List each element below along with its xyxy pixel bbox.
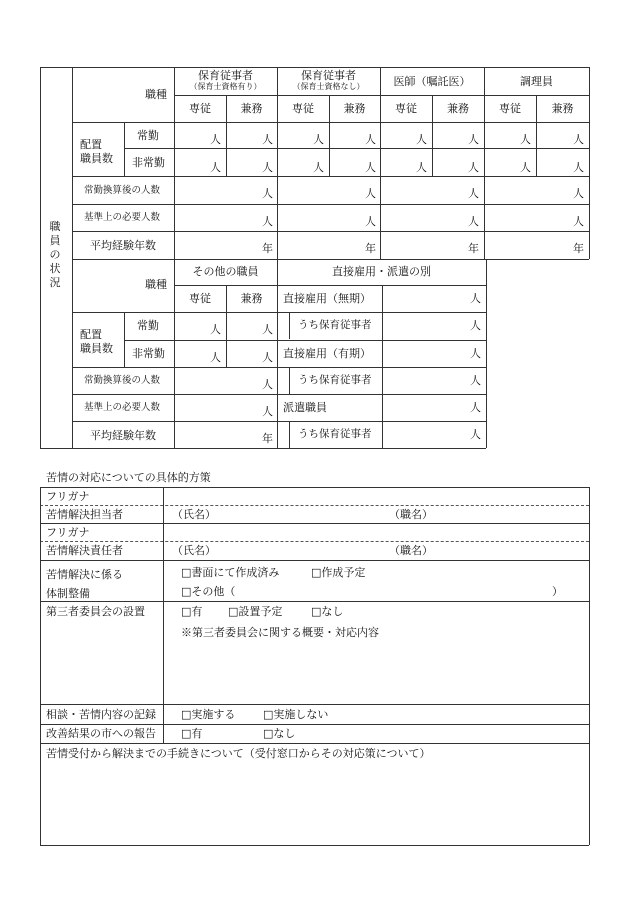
procedure-field[interactable] — [42, 762, 587, 844]
complaint-title: 苦情の対応についての具体的方策 — [46, 471, 211, 484]
parttime-label-2: 非常勤 — [132, 347, 165, 360]
fte-label-2: 常勤換算後の人数 — [84, 375, 161, 386]
sub-dedicated: 専従 — [395, 102, 417, 115]
sub-dedicated: 専従 — [499, 102, 521, 115]
responsible-position-label: （職名） — [389, 544, 433, 557]
resolver-name-label: （氏名） — [172, 508, 216, 521]
furigana-label-2: フリガナ — [46, 526, 90, 539]
job-type-header: 職種 — [145, 88, 167, 101]
required-label-2: 基準上の必要人数 — [84, 402, 161, 413]
col-nursery-qualified: 保育従事者 （保育士資格有り） — [189, 69, 262, 91]
opt-written-checkbox[interactable]: □書面にて作成済み — [181, 566, 280, 579]
opt-planned-checkbox[interactable]: □作成予定 — [311, 566, 366, 579]
sub-dedicated: 専従 — [292, 102, 314, 115]
third-party-detail-field[interactable] — [164, 642, 588, 703]
furigana-field-2[interactable] — [164, 524, 588, 541]
resolver-position-field[interactable] — [430, 506, 588, 523]
of-which-nursery-3: うち保育従事者 — [298, 428, 372, 440]
avg-years-label: 平均経験年数 — [90, 239, 156, 252]
fulltime-label-2: 常勤 — [137, 319, 159, 332]
responsible-name-field[interactable] — [212, 542, 382, 559]
opt-none-checkbox[interactable]: □なし — [311, 605, 344, 618]
sub-dedicated: 専従 — [189, 102, 211, 115]
record-label: 相談・苦情内容の記録 — [46, 708, 156, 721]
sub-concurrent: 兼務 — [551, 102, 574, 115]
fte-label: 常勤換算後の人数 — [84, 185, 161, 196]
opt-other-field[interactable] — [240, 583, 550, 599]
sub-concurrent: 兼務 — [240, 102, 263, 115]
third-party-label: 第三者委員会の設置 — [46, 605, 145, 618]
direct-indefinite-label: 直接雇用（無期） — [283, 292, 371, 305]
opt-other-close: ） — [552, 585, 563, 598]
sub-concurrent: 兼務 — [240, 292, 263, 305]
col-other-staff: その他の職員 — [192, 265, 259, 278]
responsible-name-label: （氏名） — [172, 544, 216, 557]
of-which-nursery-1: うち保育従事者 — [298, 319, 372, 331]
opt-none2-checkbox[interactable]: □なし — [263, 727, 296, 740]
dispatch-label: 派遣職員 — [283, 401, 327, 414]
procedure-label: 苦情受付から解決までの手続きについて（受付窓口からその対応策について） — [46, 747, 431, 760]
sub-concurrent: 兼務 — [343, 102, 366, 115]
resolver-name-field[interactable] — [212, 506, 382, 523]
parttime-label: 非常勤 — [132, 156, 165, 169]
job-type-header-2: 職種 — [145, 278, 167, 291]
report-label: 改善結果の市への報告 — [46, 727, 156, 740]
sub-concurrent: 兼務 — [447, 102, 469, 115]
col-cook: 調理員 — [520, 75, 553, 88]
opt-dont-checkbox[interactable]: □実施しない — [263, 708, 329, 721]
opt-do-checkbox[interactable]: □実施する — [181, 708, 236, 721]
avg-years-label-2: 平均経験年数 — [90, 429, 156, 442]
opt-yes2-checkbox[interactable]: □有 — [181, 727, 203, 740]
opt-yes-checkbox[interactable]: □有 — [181, 605, 203, 618]
responsible-label: 苦情解決責任者 — [46, 544, 123, 557]
col-nursery-unqualified: 保育従事者 （保育士資格なし） — [292, 69, 365, 91]
col-doctor: 医師（嘱託医） — [393, 75, 471, 88]
opt-other-checkbox[interactable]: □その他（ — [181, 585, 236, 598]
sub-dedicated: 専従 — [189, 292, 211, 305]
staff-section-label: 職員の状況 — [49, 220, 61, 289]
placement-label: 配置 職員数 — [80, 138, 113, 165]
system-label: 苦情解決に係る 体制整備 — [46, 568, 123, 600]
responsible-position-field[interactable] — [430, 542, 588, 559]
placement-label-2: 配置 職員数 — [80, 328, 113, 355]
third-party-note: ※第三者委員会に関する概要・対応内容 — [181, 626, 379, 639]
furigana-field-1[interactable] — [164, 488, 588, 505]
resolver-position-label: （職名） — [389, 508, 433, 521]
fulltime-label: 常勤 — [137, 129, 159, 142]
furigana-label-1: フリガナ — [46, 490, 90, 503]
direct-fixed-label: 直接雇用（有期） — [283, 347, 371, 360]
required-label: 基準上の必要人数 — [84, 212, 161, 223]
resolver-label: 苦情解決担当者 — [46, 508, 123, 521]
opt-setup-plan-checkbox[interactable]: □設置予定 — [228, 605, 283, 618]
col-direct-dispatch: 直接雇用・派遣の別 — [332, 265, 431, 278]
of-which-nursery-2: うち保育従事者 — [298, 374, 372, 386]
